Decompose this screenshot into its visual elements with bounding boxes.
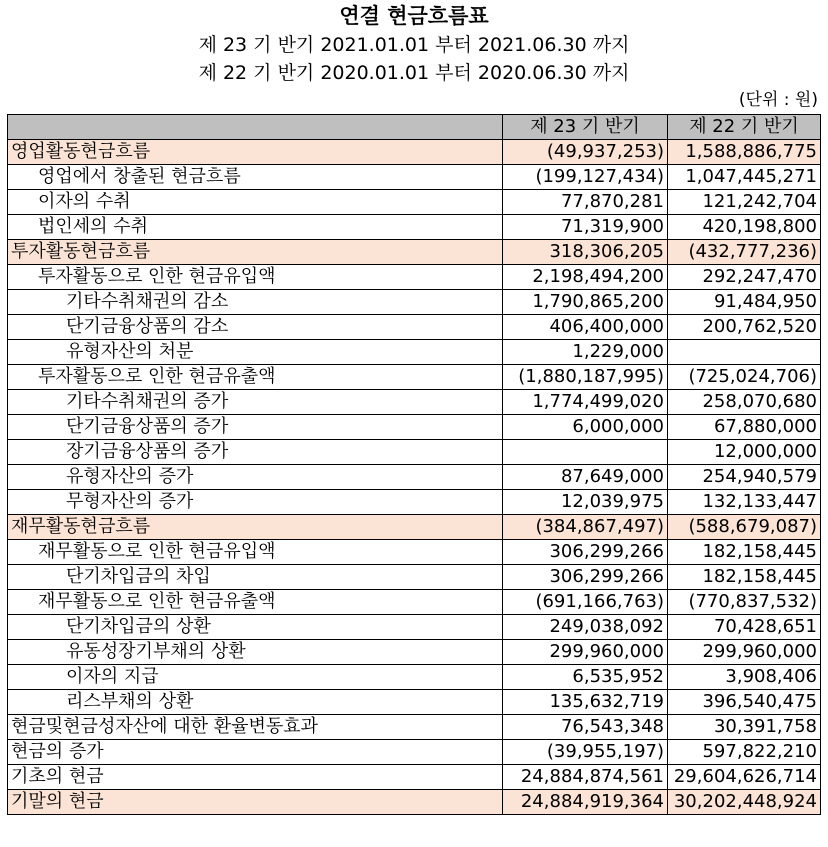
table-row <box>8 740 821 765</box>
section-row <box>8 240 821 265</box>
section-row <box>8 140 821 165</box>
table-row <box>8 690 821 715</box>
table-row <box>8 315 821 340</box>
prior-period-value: 258,070,680 <box>668 390 821 415</box>
table-row <box>8 190 821 215</box>
row-label: 기타수취채권의 증가 <box>8 390 503 415</box>
current-period-value: 24,884,874,561 <box>503 765 668 790</box>
current-period-value: 135,632,719 <box>503 690 668 715</box>
current-period-value: 77,870,281 <box>503 190 668 215</box>
section-row <box>8 790 821 815</box>
row-label: 법인세의 수취 <box>8 215 503 240</box>
prior-period-value: 121,242,704 <box>668 190 821 215</box>
cash-flow-table <box>7 114 821 815</box>
prior-period-value: 182,158,445 <box>668 565 821 590</box>
prior-period-value: (770,837,532) <box>668 590 821 615</box>
row-label: 재무활동현금흐름 <box>8 515 503 540</box>
prior-period-value: (588,679,087) <box>668 515 821 540</box>
table-row <box>8 390 821 415</box>
row-label: 현금의 증가 <box>8 740 503 765</box>
current-period-value: 299,960,000 <box>503 640 668 665</box>
current-period-value: (691,166,763) <box>503 590 668 615</box>
prior-period-value: 70,428,651 <box>668 615 821 640</box>
row-label: 기말의 현금 <box>8 790 503 815</box>
row-label: 단기차입금의 차입 <box>8 565 503 590</box>
statement-title: 연결 현금흐름표 <box>339 4 489 28</box>
column-header-label <box>8 115 503 140</box>
current-period-value: 6,000,000 <box>503 415 668 440</box>
current-period-value: (384,867,497) <box>503 515 668 540</box>
prior-period-value: 30,391,758 <box>668 715 821 740</box>
current-period-value: 12,039,975 <box>503 490 668 515</box>
table-row <box>8 540 821 565</box>
prior-period-value: 396,540,475 <box>668 690 821 715</box>
table-row <box>8 340 821 365</box>
row-label: 단기차입금의 상환 <box>8 615 503 640</box>
row-label: 리스부채의 상환 <box>8 690 503 715</box>
row-label: 영업에서 창출된 현금흐름 <box>8 165 503 190</box>
prior-period-value: 200,762,520 <box>668 315 821 340</box>
prior-period-value <box>668 340 821 365</box>
table-row <box>8 715 821 740</box>
current-period-value: 1,774,499,020 <box>503 390 668 415</box>
row-label: 기타수취채권의 감소 <box>8 290 503 315</box>
prior-period-value: 299,960,000 <box>668 640 821 665</box>
table-row <box>8 440 821 465</box>
table-row <box>8 290 821 315</box>
prior-period-value: 292,247,470 <box>668 265 821 290</box>
current-period-value: (1,880,187,995) <box>503 365 668 390</box>
prior-period-value: 67,880,000 <box>668 415 821 440</box>
table-row <box>8 590 821 615</box>
current-period-value: 1,790,865,200 <box>503 290 668 315</box>
current-period-value: 6,535,952 <box>503 665 668 690</box>
row-label: 영업활동현금흐름 <box>8 140 503 165</box>
row-label: 투자활동으로 인한 현금유입액 <box>8 265 503 290</box>
prior-period-value: 254,940,579 <box>668 465 821 490</box>
table-row <box>8 365 821 390</box>
prior-period-value: 420,198,800 <box>668 215 821 240</box>
current-period-value: (49,937,253) <box>503 140 668 165</box>
row-label: 무형자산의 증가 <box>8 490 503 515</box>
current-period-value: (39,955,197) <box>503 740 668 765</box>
current-period-value: 318,306,205 <box>503 240 668 265</box>
prior-period-value: 1,047,445,271 <box>668 165 821 190</box>
prior-period-value: 12,000,000 <box>668 440 821 465</box>
current-period-value: 2,198,494,200 <box>503 265 668 290</box>
table-row <box>8 665 821 690</box>
table-row <box>8 565 821 590</box>
prior-period-value: 1,588,886,775 <box>668 140 821 165</box>
prior-period-value: 182,158,445 <box>668 540 821 565</box>
period-current: 제 23 기 반기 2021.01.01 부터 2021.06.30 까지 <box>198 34 630 56</box>
current-period-value: (199,127,434) <box>503 165 668 190</box>
row-label: 투자활동현금흐름 <box>8 240 503 265</box>
period-prior: 제 22 기 반기 2020.01.01 부터 2020.06.30 까지 <box>198 62 630 84</box>
table-row <box>8 415 821 440</box>
prior-period-value: 30,202,448,924 <box>668 790 821 815</box>
current-period-value: 76,543,348 <box>503 715 668 740</box>
row-label: 유동성장기부채의 상환 <box>8 640 503 665</box>
table-row <box>8 640 821 665</box>
table-row <box>8 490 821 515</box>
table-row <box>8 215 821 240</box>
row-label: 단기금융상품의 증가 <box>8 415 503 440</box>
prior-period-value: 132,133,447 <box>668 490 821 515</box>
current-period-value: 306,299,266 <box>503 540 668 565</box>
unit-label: (단위 : 원) <box>738 90 818 110</box>
current-period-value: 71,319,900 <box>503 215 668 240</box>
row-label: 현금및현금성자산에 대한 환율변동효과 <box>8 715 503 740</box>
row-label: 장기금융상품의 증가 <box>8 440 503 465</box>
table-row <box>8 615 821 640</box>
table-row <box>8 765 821 790</box>
table-header-row <box>8 115 821 140</box>
current-period-value: 406,400,000 <box>503 315 668 340</box>
current-period-value: 24,884,919,364 <box>503 790 668 815</box>
prior-period-value: 3,908,406 <box>668 665 821 690</box>
prior-period-value: (725,024,706) <box>668 365 821 390</box>
prior-period-value: (432,777,236) <box>668 240 821 265</box>
table-row <box>8 265 821 290</box>
prior-period-value: 29,604,626,714 <box>668 765 821 790</box>
row-label: 유형자산의 증가 <box>8 465 503 490</box>
current-period-value: 87,649,000 <box>503 465 668 490</box>
row-label: 재무활동으로 인한 현금유입액 <box>8 540 503 565</box>
row-label: 유형자산의 처분 <box>8 340 503 365</box>
current-period-value <box>503 440 668 465</box>
row-label: 재무활동으로 인한 현금유출액 <box>8 590 503 615</box>
row-label: 단기금융상품의 감소 <box>8 315 503 340</box>
table-row <box>8 165 821 190</box>
section-row <box>8 515 821 540</box>
row-label: 이자의 지급 <box>8 665 503 690</box>
column-header-current: 제 23 기 반기 <box>503 115 668 140</box>
prior-period-value: 597,822,210 <box>668 740 821 765</box>
current-period-value: 249,038,092 <box>503 615 668 640</box>
column-header-prior: 제 22 기 반기 <box>668 115 821 140</box>
row-label: 기초의 현금 <box>8 765 503 790</box>
row-label: 투자활동으로 인한 현금유출액 <box>8 365 503 390</box>
prior-period-value: 91,484,950 <box>668 290 821 315</box>
current-period-value: 1,229,000 <box>503 340 668 365</box>
current-period-value: 306,299,266 <box>503 565 668 590</box>
row-label: 이자의 수취 <box>8 190 503 215</box>
table-row <box>8 465 821 490</box>
